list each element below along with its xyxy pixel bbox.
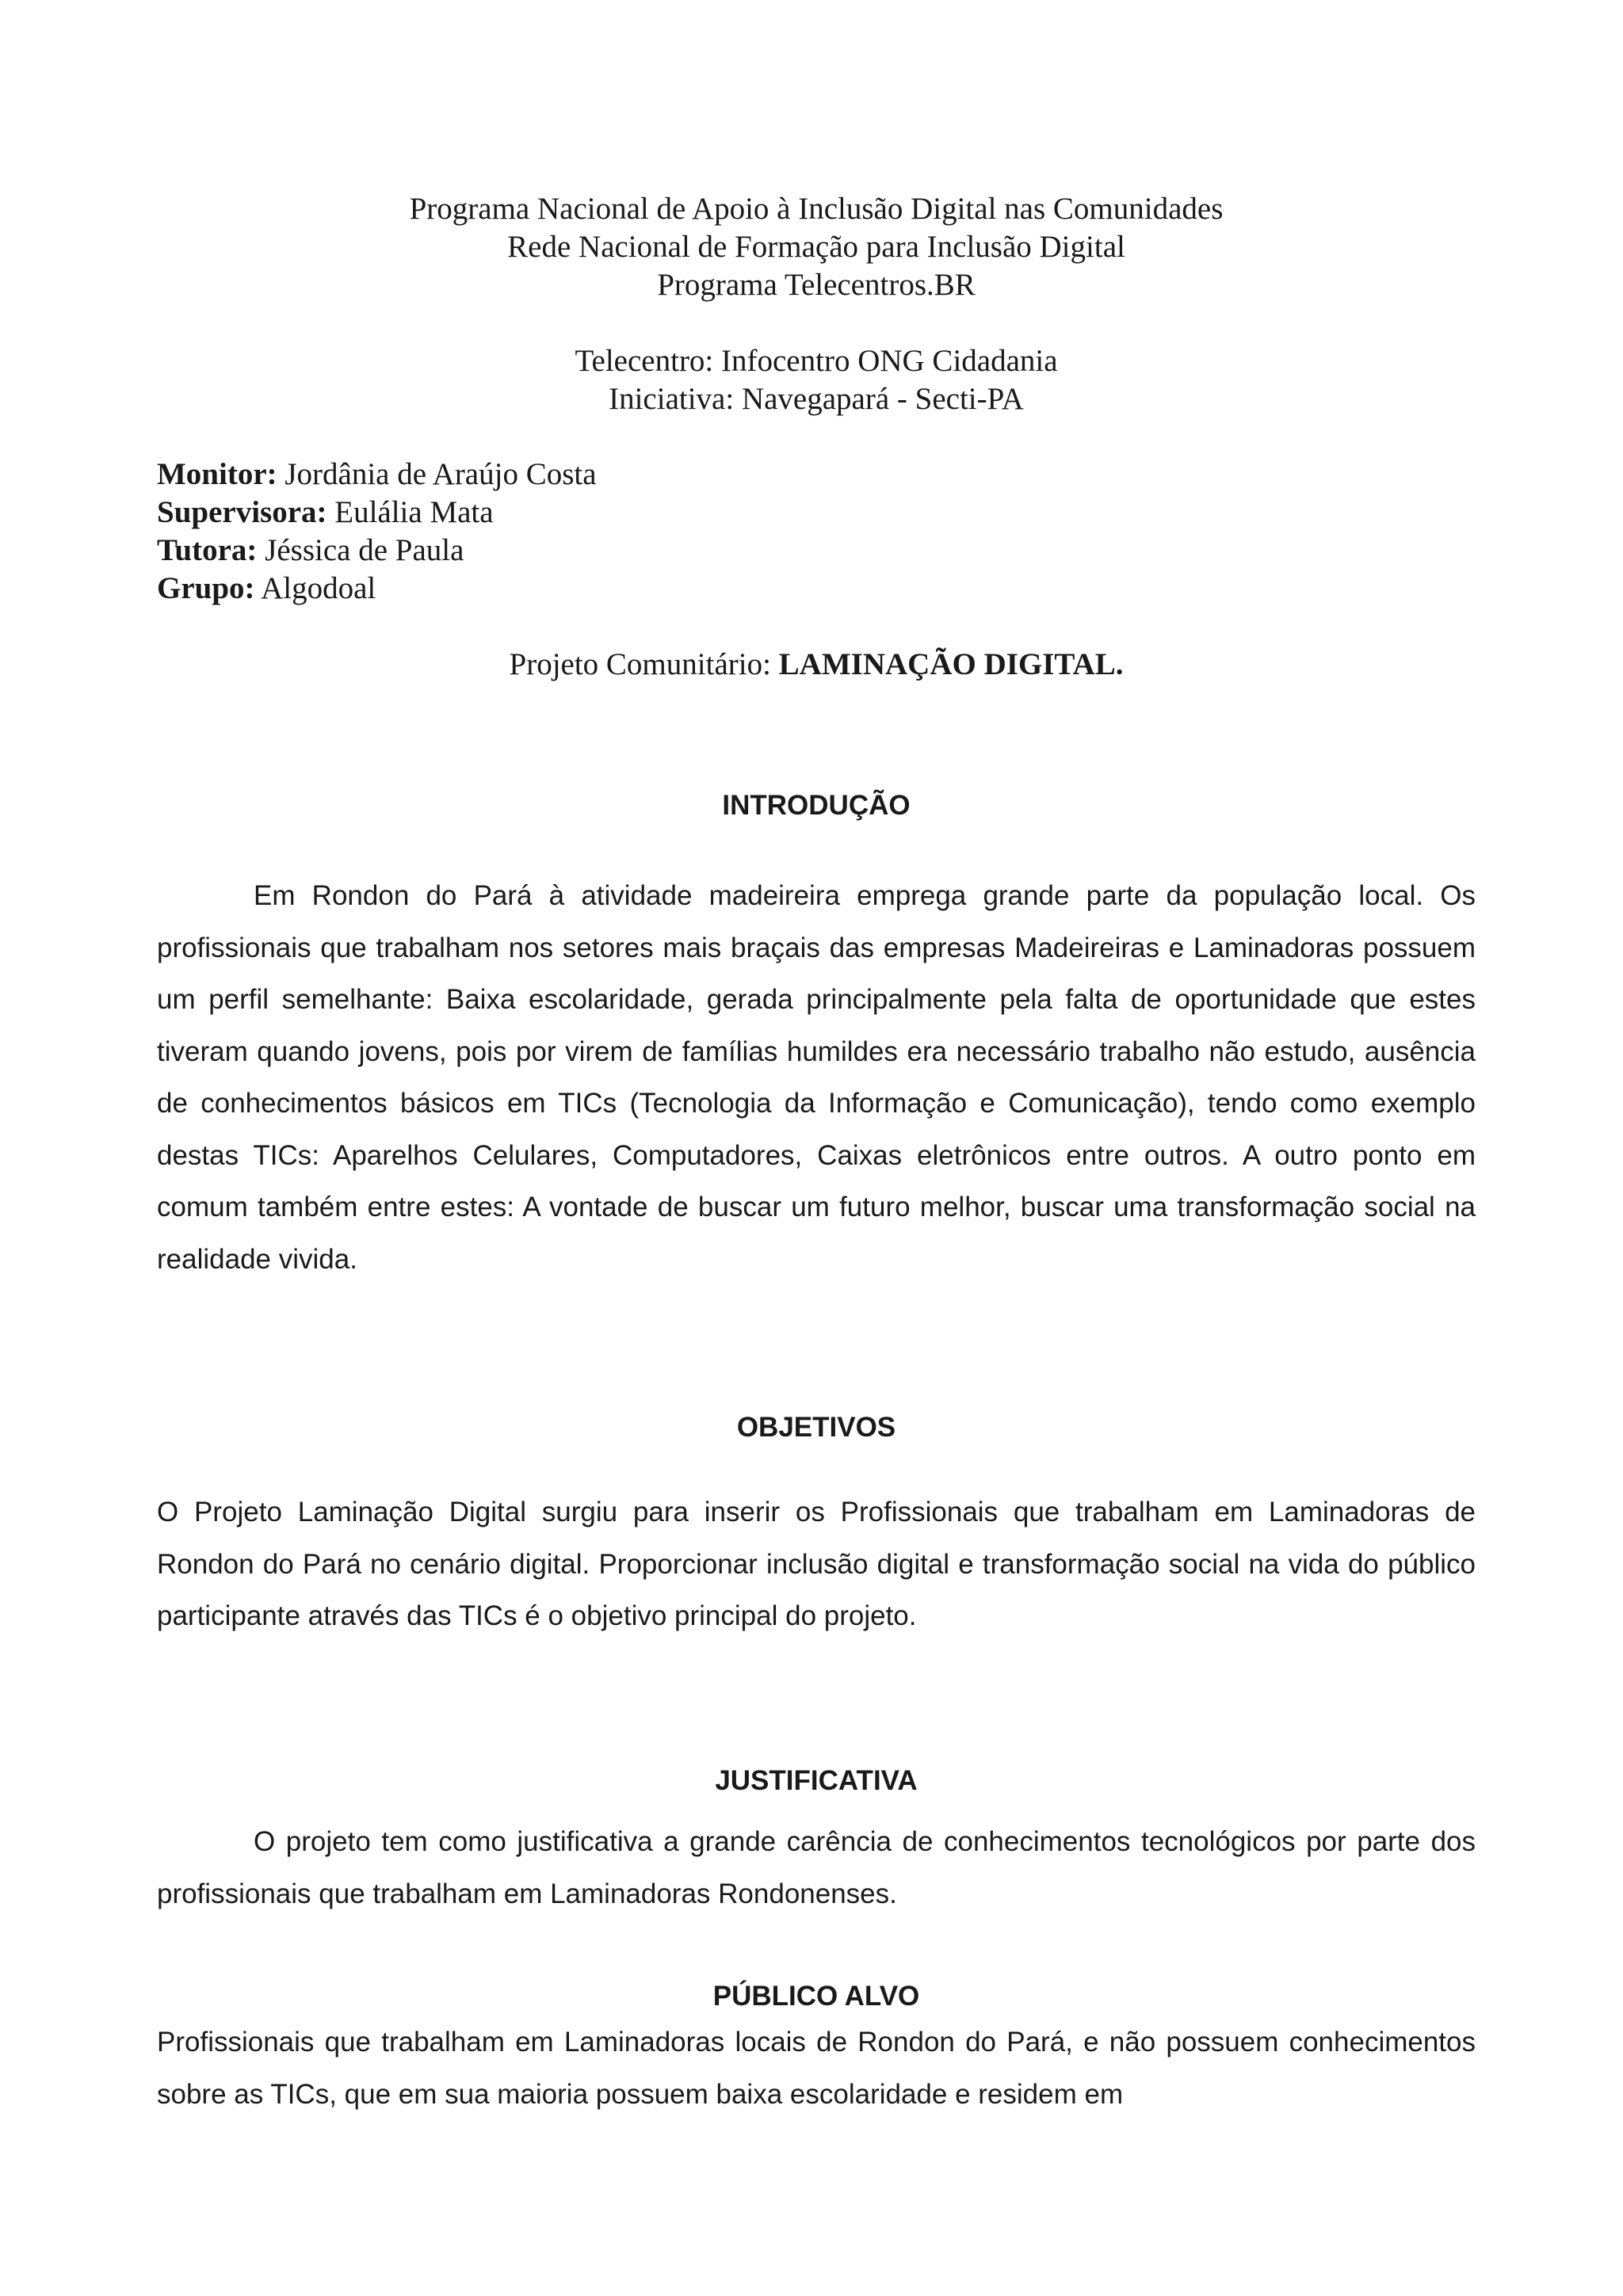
grupo-value: Algodoal bbox=[254, 571, 376, 605]
supervisora-line bbox=[157, 494, 597, 532]
objetivos-heading: OBJETIVOS bbox=[736, 1412, 896, 1443]
supervisora-value: Eulália Mata bbox=[327, 495, 494, 529]
iniciativa-line: Iniciativa: Navegapará - Secti-PA bbox=[609, 382, 1024, 416]
introducao-heading: INTRODUÇÃO bbox=[722, 790, 911, 821]
monitor-value: Jordânia de Araújo Costa bbox=[277, 457, 597, 491]
publico-alvo-paragraph: Profissionais que trabalham em Laminadoras locais de Rondon do Pará, e não possuem conhecimentos sobre as TICs, que em sua maioria possuem baixa escolaridade e residem em bbox=[157, 2027, 1476, 2110]
network-title: Rede Nacional de Formação para Inclusão Digital bbox=[507, 230, 1125, 264]
justificativa-paragraph: O projeto tem como justificativa a grande carência de conhecimentos tecnológicos por parte dos profissionais que trabalham em Laminadoras Rondonenses. bbox=[157, 1826, 1476, 1909]
monitor-line bbox=[157, 456, 597, 494]
justificativa-heading: JUSTIFICATIVA bbox=[715, 1765, 918, 1796]
document-header bbox=[158, 190, 1474, 418]
tutora-value: Jéssica de Paula bbox=[257, 533, 464, 567]
grupo-line bbox=[157, 570, 597, 608]
supervisora-label: Supervisora: bbox=[157, 495, 327, 529]
telecentro-line: Telecentro: Infocentro ONG Cidadania bbox=[575, 344, 1058, 378]
publico-alvo-heading: PÚBLICO ALVO bbox=[712, 1981, 920, 2012]
tutora-label: Tutora: bbox=[157, 533, 258, 567]
grupo-label: Grupo: bbox=[157, 571, 255, 605]
project-label: Projeto Comunitário: bbox=[509, 647, 779, 681]
objetivos-paragraph: O Projeto Laminação Digital surgiu para inserir os Profissionais que trabalham em Laminadoras de Rondon do Pará no cenário digital. Proporcionar inclusão digital e transformação social na vida do público participante através das TICs é o objetivo principal do projeto. bbox=[157, 1497, 1476, 1631]
tutora-line bbox=[157, 532, 597, 570]
project-name: LAMINAÇÃO DIGITAL. bbox=[778, 647, 1124, 681]
monitor-label: Monitor: bbox=[157, 457, 277, 491]
telecentros-title: Programa Telecentros.BR bbox=[657, 268, 976, 302]
staff-block bbox=[157, 456, 597, 608]
introducao-paragraph: Em Rondon do Pará à atividade madeireira emprega grande parte da população local. Os profissionais que trabalham nos setores mais braçais das empresas Madeireiras e Laminadoras possuem um perfil semelhante: Baixa escolaridade, gerada principalmente pela falta de oportunidade que estes tiveram quando jovens, pois por virem de famílias humildes era necessário trabalho não estudo, ausência de conhecimentos básicos em TICs (Tecnologia da Informação e Comunicação), tendo como exemplo destas TICs: Aparelhos Celulares, Computadores, Caixas eletrônicos entre outros. A outro ponto em comum também entre estes: A vontade de buscar um futuro melhor, buscar uma transformação social na realidade vivida. bbox=[157, 880, 1476, 1275]
program-title: Programa Nacional de Apoio à Inclusão Digital nas Comunidades bbox=[409, 192, 1224, 226]
project-title bbox=[158, 646, 1474, 684]
